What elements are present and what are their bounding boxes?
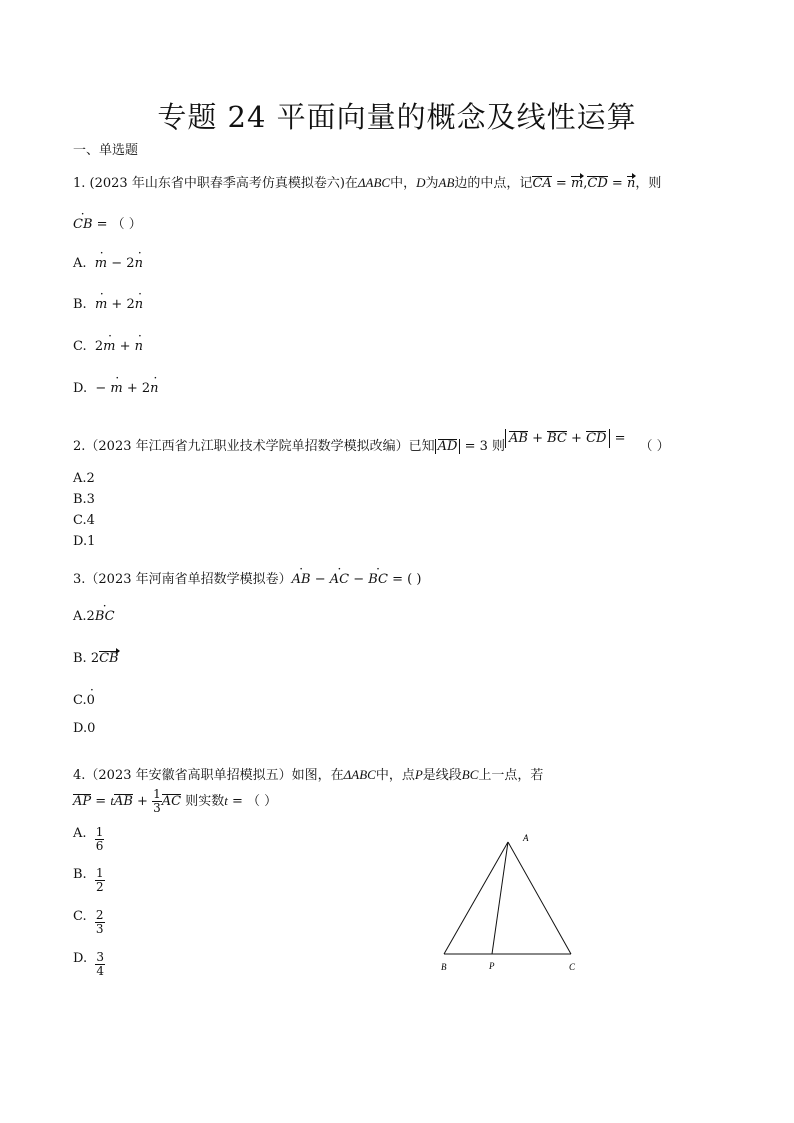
- side-ab: [444, 842, 508, 954]
- option-d[interactable]: [73, 951, 105, 978]
- vector-n: · n: [135, 339, 143, 354]
- question-4: [73, 764, 543, 783]
- option-d[interactable]: D.1: [73, 534, 96, 549]
- operator: +: [566, 431, 587, 446]
- coefficient: 2: [86, 609, 95, 624]
- operator: +: [527, 431, 548, 446]
- answer-blank: = （ ）: [227, 794, 278, 809]
- vector-n: n: [626, 176, 636, 191]
- equals-sign: =: [91, 794, 111, 809]
- variable-t: t: [110, 793, 114, 808]
- operator: +: [115, 339, 135, 354]
- option-b[interactable]: [73, 651, 119, 666]
- option-label: B.: [73, 651, 87, 666]
- option-fraction: $\frac{1}{2}$: [95, 866, 104, 894]
- vector-ab: · AB: [292, 572, 311, 587]
- question-number: 3.: [73, 572, 86, 587]
- text-fragment: 是线段: [422, 768, 462, 783]
- text-fragment: 则: [492, 439, 506, 454]
- fraction-one-third: $\frac{1}{3}$: [153, 787, 161, 815]
- text-fragment: ，则: [635, 176, 662, 191]
- option-d[interactable]: D.0: [73, 721, 96, 736]
- variable-t: t: [224, 793, 228, 808]
- side-ac: [508, 842, 571, 954]
- vector-ac: · AC: [330, 572, 349, 587]
- page-title: 专题 24 平面向量的概念及线性运算: [157, 100, 637, 134]
- vector-ap: AP: [73, 794, 92, 809]
- option-c[interactable]: [73, 693, 95, 708]
- option-fraction: $\frac{2}{3}$: [95, 908, 104, 936]
- option-label: B.: [73, 867, 87, 882]
- operator: +: [132, 794, 153, 809]
- option-label: C.: [73, 909, 87, 924]
- triangle-figure: [430, 828, 600, 978]
- vector-n: · n: [135, 256, 143, 271]
- option-a[interactable]: [73, 256, 143, 271]
- vector-cb: CB: [99, 651, 119, 666]
- option-a[interactable]: [73, 609, 115, 624]
- text-fragment: 中，点: [375, 768, 415, 783]
- answer-blank: = （ ）: [92, 217, 142, 232]
- question-4-equation: [73, 788, 277, 815]
- option-label: A.: [73, 609, 87, 624]
- vector-n: · n: [135, 297, 143, 312]
- option-label: D.: [73, 951, 88, 966]
- option-b[interactable]: [73, 867, 105, 894]
- option-b[interactable]: B.3: [73, 492, 95, 507]
- text-fragment: 边的中点，记: [454, 176, 533, 191]
- vector-n: · n: [150, 381, 158, 396]
- option-label: D.: [73, 381, 88, 396]
- option-c[interactable]: [73, 339, 143, 354]
- question-source: （2023 年河南省单招数学模拟卷）: [85, 572, 292, 587]
- vector-ab: AB: [509, 431, 528, 446]
- option-label: C.: [73, 339, 87, 354]
- vector-cd: CD: [587, 176, 608, 191]
- option-a[interactable]: A.2: [73, 471, 95, 486]
- question-source: （2023 年安徽省高职单招模拟五）如图，在: [85, 768, 344, 783]
- question-1-ask: [73, 213, 142, 232]
- question-3: [73, 568, 421, 587]
- question-source: （2023 年江西省九江职业技术学院单招数学模拟改编）已知: [85, 439, 435, 454]
- text-fragment: ,: [583, 176, 588, 191]
- segment-ab: AB: [438, 175, 455, 190]
- option-c[interactable]: [73, 909, 105, 936]
- answer-blank: = ( ): [388, 572, 422, 587]
- vector-cb: · CB: [73, 217, 93, 232]
- label-a: A: [523, 833, 529, 843]
- vector-bc: · BC: [368, 572, 388, 587]
- vector-ab: AB: [113, 794, 133, 809]
- equals-sign: =: [551, 176, 571, 191]
- option-label: A.: [73, 256, 87, 271]
- label-p: P: [489, 961, 495, 971]
- vector-m: m: [570, 176, 584, 191]
- text-fragment: 则实数: [185, 794, 225, 809]
- option-c[interactable]: C.4: [73, 513, 95, 528]
- question-1: [73, 172, 661, 191]
- triangle-symbol: ΔABC: [343, 767, 376, 782]
- vector-ac: AC: [161, 794, 182, 809]
- segment-bc: BC: [461, 767, 479, 782]
- option-fraction: $\frac{3}{4}$: [96, 950, 104, 978]
- triangle-symbol: ΔABC: [357, 175, 391, 190]
- question-number: 2.: [73, 439, 86, 454]
- question-number: 4.: [73, 768, 86, 783]
- text-fragment: 上一点，若: [478, 768, 544, 783]
- question-2: [73, 431, 670, 456]
- point-p: P: [414, 767, 423, 782]
- coefficient: −: [95, 381, 111, 396]
- vector-m: · m: [95, 297, 107, 312]
- operator: − 2: [107, 256, 135, 271]
- label-c: C: [569, 962, 576, 972]
- vector-cd: CD: [586, 431, 607, 446]
- vector-m: · m: [103, 339, 115, 354]
- operator: + 2: [107, 297, 135, 312]
- equals-sign: =: [607, 176, 627, 191]
- coefficient: 2: [90, 651, 100, 666]
- coefficient: 2: [94, 339, 104, 354]
- option-d[interactable]: [73, 381, 159, 396]
- vector-m: · m: [110, 381, 122, 396]
- vector-ca: CA: [532, 176, 552, 191]
- option-label: C.: [73, 693, 87, 708]
- option-b[interactable]: [73, 297, 143, 312]
- vector-bc: BC: [547, 431, 567, 446]
- equals-sign: = 3: [460, 439, 488, 454]
- vector-bc: · BC: [95, 609, 115, 624]
- operator: −: [310, 572, 330, 587]
- equals-sign: =: [610, 431, 626, 446]
- operator: + 2: [122, 381, 151, 396]
- option-fraction: $\frac{1}{6}$: [95, 825, 104, 853]
- point-d: D: [416, 175, 426, 190]
- operator: −: [349, 572, 369, 587]
- vector-ad: AD: [437, 439, 458, 454]
- label-b: B: [441, 962, 447, 972]
- option-a[interactable]: [73, 826, 104, 853]
- zero-vector: · 0: [87, 693, 95, 708]
- option-label: A.: [73, 826, 87, 841]
- option-label: B.: [73, 297, 87, 312]
- question-source: (2023 年山东省中职春季高考仿真模拟卷六)在: [89, 176, 358, 191]
- segment-ap: [492, 842, 508, 954]
- question-number: 1.: [73, 176, 86, 191]
- section-heading: 一、单选题: [73, 143, 139, 158]
- answer-blank: （ ）: [639, 439, 670, 454]
- text-fragment: 为: [425, 176, 439, 191]
- text-fragment: 中，: [390, 176, 417, 191]
- vector-m: · m: [95, 256, 107, 271]
